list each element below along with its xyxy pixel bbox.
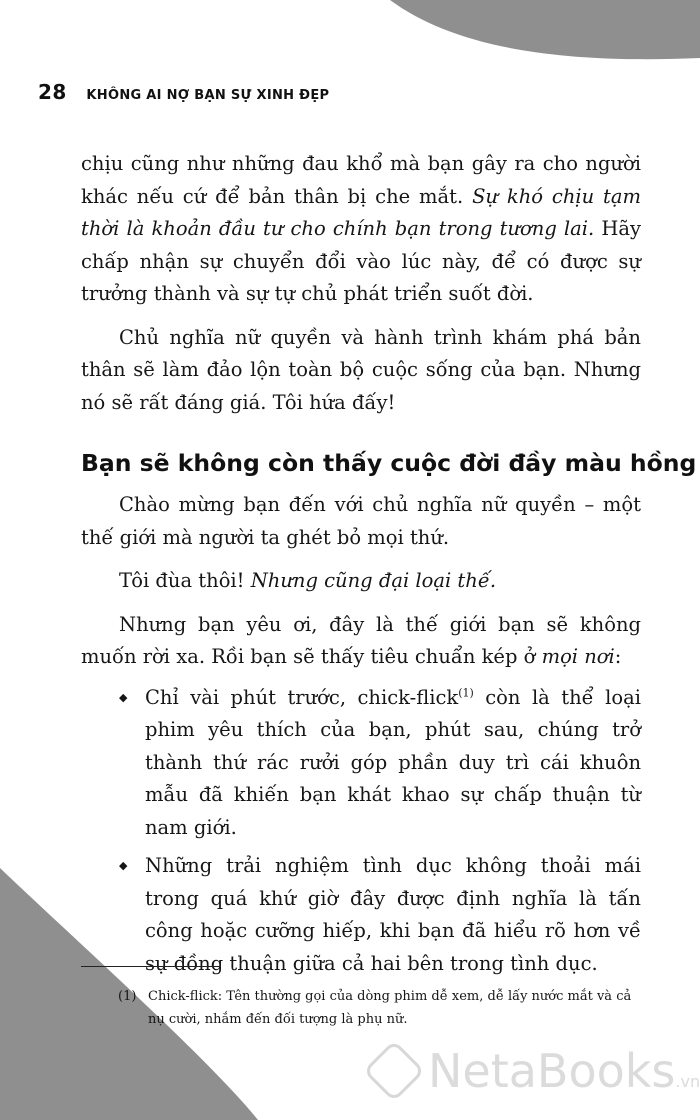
- top-right-gray-curve: [390, 0, 700, 59]
- footnote-divider: [81, 966, 219, 967]
- page-header: [38, 80, 329, 104]
- paragraph-1-italic: Sự khó chịu tạm thời là khoản đầu tư cho chính bạn trong tương lai.: [81, 184, 642, 240]
- paragraph-4-text: Tôi đùa thôi!: [119, 569, 251, 592]
- footnote-mark: (1): [118, 989, 137, 1004]
- section-heading: Bạn sẽ không còn thấy cuộc đời đầy màu hồng: [81, 449, 697, 477]
- paragraph-5-text-b: :: [614, 645, 622, 668]
- list-item-1-text-a: Chỉ vài phút trước, chick-flick: [145, 685, 459, 709]
- footnote: [120, 985, 640, 1031]
- paragraph-1-text-b: Hãy chấp nhận sự chuyển đổi vào lúc này, để có được sự trưởng thành và sự tự chủ phát triển suốt đời.: [81, 217, 641, 305]
- footnote-text: Chick-flick: Tên thường gọi của dòng phim dễ xem, dễ lấy nước mắt và cả nụ cười, nhắm đến đối tượng là phụ nữ.: [148, 989, 632, 1027]
- netabooks-logo-icon: [363, 1040, 425, 1102]
- watermark-brand: NetaBooks: [428, 1044, 676, 1098]
- paragraph-1: [81, 148, 641, 311]
- bullet-list: [81, 682, 641, 981]
- paragraph-5-italic: mọi nơi: [541, 645, 615, 668]
- list-item-text: [145, 682, 641, 845]
- footnote-reference[interactable]: (1): [458, 686, 474, 699]
- watermark-suffix: .vn: [675, 1072, 700, 1091]
- paragraph-2: Chủ nghĩa nữ quyền và hành trình khám phá bản thân sẽ làm đảo lộn toàn bộ cuộc sống của bạn. Nhưng nó sẽ rất đáng giá. Tôi hứa đấy!: [81, 325, 641, 414]
- running-title: KHÔNG AI NỢ BẠN SỰ XINH ĐẸP: [86, 88, 330, 103]
- paragraph-5-text-a: Nhưng bạn yêu ơi, đây là thế giới bạn sẽ không muốn rời xa. Rồi bạn sẽ thấy tiêu chuẩn kép ở: [81, 612, 641, 668]
- paragraph-4: [81, 565, 641, 598]
- list-item-text: Những trải nghiệm tình dục không thoải mái trong quá khứ giờ đây được định nghĩa là tấn công hoặc cưỡng hiếp, khi bạn đã hiểu rõ hơn về sự đồng thuận giữa cả hai bên trong tình dục.: [145, 854, 641, 975]
- paragraph-3: Chào mừng bạn đến với chủ nghĩa nữ quyền – một thế giới mà người ta ghét bỏ mọi thứ.: [81, 493, 641, 549]
- diamond-bullet-icon: ◆: [119, 859, 128, 872]
- list-item: [81, 682, 641, 845]
- paragraph-1-text-a: chịu cũng như những đau khổ mà bạn gây ra cho người khác nếu cứ để bản thân bị che mắt.: [81, 152, 641, 208]
- watermark: [372, 1044, 700, 1098]
- list-item-1-text-b: còn là thể loại phim yêu thích của bạn, phút sau, chúng trở thành thứ rác rưởi góp phần duy trì cái khuôn mẫu đã khiến bạn khát khao sự chấp thuận từ nam giới.: [145, 685, 641, 839]
- paragraph-5: [81, 609, 641, 674]
- page-number: 28: [38, 80, 67, 104]
- list-item: [81, 850, 641, 980]
- page-body: [81, 148, 697, 986]
- diamond-bullet-icon: ◆: [119, 690, 128, 704]
- paragraph-4-italic: Nhưng cũng đại loại thế.: [250, 569, 497, 592]
